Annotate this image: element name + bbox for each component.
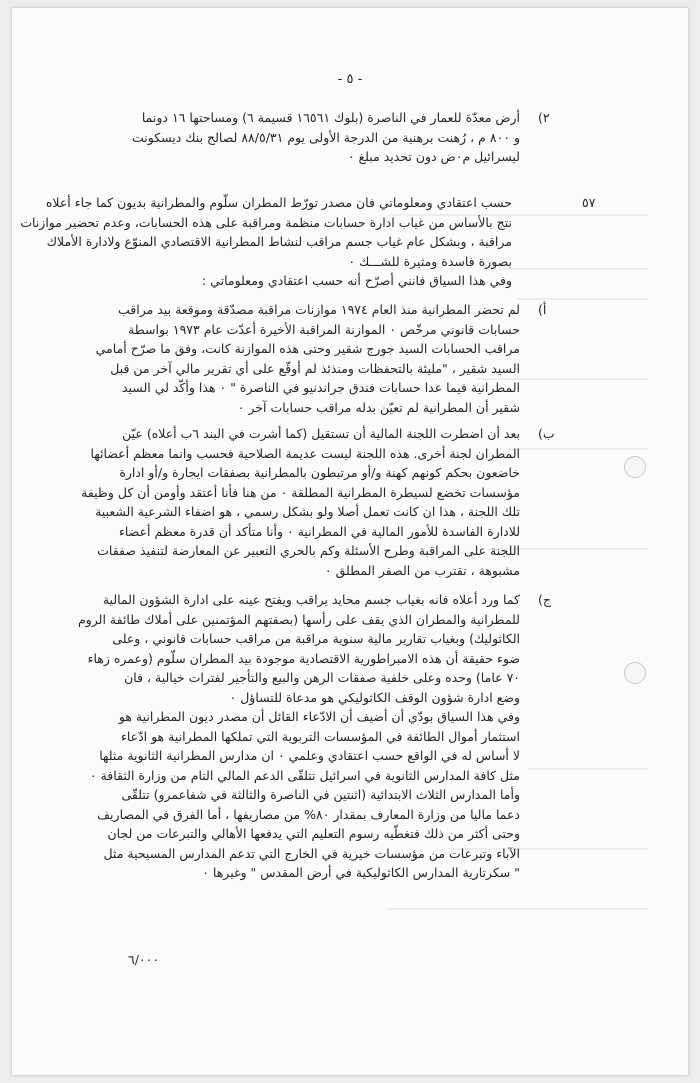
item-b-marker: ب)	[538, 426, 555, 441]
text-line: ليسرائيل م٠ض دون تحديد مبلغ ٠	[347, 149, 520, 164]
text-line: اللجنة على المراقبة وطرح الأسئلة وكم بالحري التعبير عن المعارضة لتنفيذ صفقات	[97, 543, 520, 558]
text-line: حسابات قانوني مرخّص ٠ الموازنة المراقبة الأخيرة أعدّت عام ١٩٧٣ بواسطة	[128, 321, 520, 337]
text-line: ٧٠ عاما) وحده وعلى خلفية صفقات الرهن والبيع والتأجير لفترات خيالية ، فان	[124, 670, 520, 685]
text-line: وفي هذا السياق بودّي أن أضيف أن الادّعاء القائل أن مصدر ديون المطرانية هو	[118, 709, 520, 724]
text-line: مراقبة ، وبشكل عام غياب جسم مراقب لنشاط المطرانية الاقتصادي المنوّع ولادارة الأملاك	[46, 234, 512, 249]
text-line: أرض معدّة للعمار في الناصرة (بلوك ١٦٥٦١ قسيمة ٦) ومساحتها ١٦ دونما	[141, 110, 520, 125]
text-line: وحتى أكثر من ذلك فتغطّيه رسوم التعليم التي يدفعها الأهالي والتبرعات من لجان	[107, 826, 520, 841]
text-line: الكاثوليك) وبغياب تقارير مالية سنوية مراقبة من مراقب حسابات قانوني ، وعلى	[112, 631, 520, 646]
punch-hole-top	[624, 456, 646, 478]
item-2-marker: ٢)	[538, 110, 550, 125]
text-line: تلك اللجنة ، هذا ان كانت تعمل أصلا ولو بشكل رسمي ، هو اضفاء الشرعية الشعبية	[95, 504, 520, 519]
text-line: بعد أن اضطرت اللجنة المالية أن تستقيل (كما أشرت في البند ٦ب أعلاه) عيّن	[122, 426, 520, 441]
text-line: " سكرتارية المدارس الكاثوليكية في أرض المقدس " وغيرها ٠	[202, 865, 520, 880]
continuation-footer: ٦/٠٠٠	[128, 952, 160, 967]
text-line: السيد شقير ، "مليئة بالتحفظات ومنذئذ لم أوقّع على أي تقرير مالي آخر من قبل	[110, 360, 520, 376]
text-line: استثمار أموال الطائفة في المؤسسات التربوية التي تملكها المطرانية هو ادّعاء	[120, 728, 520, 744]
text-line: الآباء وتبرعات من مؤسسات خيرية في الخارج التي تدعم المدارس المسيحية مثل	[103, 845, 520, 861]
item-a-paragraph	[62, 300, 520, 417]
text-line: ضوء حقيقة أن هذه الامبراطورية الاقتصادية موجودة بيد المطران سلّوم (وعمره زهاء	[87, 650, 520, 666]
text-line: دعما ماليا من وزارة المعارف بمقدار ٨٠% من مصاريفها ، أما الفرق في المصاريف	[97, 806, 520, 822]
punch-hole-bottom	[624, 662, 646, 684]
item-b-paragraph	[62, 424, 520, 580]
text-line: بصورة فاسدة ومثيرة للشـــك ٠	[348, 253, 512, 269]
text-line: خاضعون بحكم كونهم كهنة و/أو مرتبطون بالمطرانية بصفقات ايجارة و/أو ادارة	[119, 465, 520, 480]
text-line: للادارة الفاسدة للأمور المالية في المطرانية ٠ وأنا متأكد أن قدرة معظم أعضاء	[119, 523, 520, 539]
text-line: وضع ادارة شؤون الوقف الكاثوليكي هو مدعاة للتساؤل ٠	[229, 689, 520, 705]
item-c-marker: ج)	[538, 592, 551, 607]
item-2-paragraph	[60, 108, 520, 167]
document-page	[12, 8, 688, 1075]
section-57-paragraph	[20, 193, 512, 291]
text-line: المطرانية فيما عدا حسابات فندق جراندنيو في الناصرة " ٠ هذا وأكّد لي السيد	[121, 380, 520, 395]
text-line: نتج بالأساس من غياب ادارة حسابات منظمة ومراقبة على هذه الحسابات، وعدم تحضير موازنات	[20, 214, 512, 230]
page-number: - ٥ -	[337, 72, 363, 87]
text-line: حسب اعتقادي ومعلوماتي فان مصدر تورّط المطران سلّوم والمطرانية بديون كما جاء أعلاه	[45, 195, 512, 210]
text-line: للمطرانية والمطران الذي يقف على رأسها (بصفتهم المؤتمنين على أملاك طائفة الروم	[77, 611, 520, 627]
text-line: كما ورد أعلاه فانه بغياب جسم محايد يراقب ويفتح عينه على ادارة الشؤون المالية	[102, 592, 520, 607]
item-a-marker: أ)	[538, 302, 547, 317]
text-line: مراقب الحسابات السيد جورج شقير وحتى هذه الموازنة كانت، وفق ما صرّح أمامي	[95, 341, 520, 356]
text-line: وأما المدارس الثلاث الابتدائية (اثنتين في الناصرة والثالثة في شفاعمرو) تتلقّى	[121, 787, 520, 802]
text-line: المطران لجنة أخرى. هذه اللجنة ليست عديمة الصلاحية فحسب وانما معظم أعضائها	[90, 445, 520, 461]
text-line: لم تحضر المطرانية منذ العام ١٩٧٤ موازنات مراقبة مصدّقة وموقعة بيد مراقب	[118, 302, 520, 317]
text-line: شقير أن المطرانية لم تعيّن بدله مراقب حسابات آخر ٠	[237, 399, 520, 415]
text-line: لا أساس له في الواقع حسب اعتقادي وعلمي ٠ ان مدارس المطرانية الثانوية مثلها	[99, 748, 520, 763]
item-c-paragraph	[62, 590, 520, 883]
text-line: وفي هذا السياق فانني أصرّح أنه حسب اعتقادي ومعلوماتي :	[202, 273, 512, 288]
text-line: مؤسسات تخضع لسيطرة المطرانية المطلقة ٠ من هنا فأنا أعتقد وأومن أن كل وظيفة	[81, 484, 520, 500]
section-57-number: ٥٧	[582, 195, 596, 210]
text-line: مشبوهة ، تقترب من الصفر المطلق ٠	[324, 562, 520, 578]
text-line: و ٨٠٠ م ، رُهنت برهنية من الدرجة الأولى يوم ٨٨/٥/٣١ لصالح بنك ديسكونت	[131, 129, 520, 145]
text-line: مثل كافة المدارس الثانوية في اسرائيل تتلقّى الدعم المالي التام من وزارة الثقافة ٠	[89, 767, 520, 783]
